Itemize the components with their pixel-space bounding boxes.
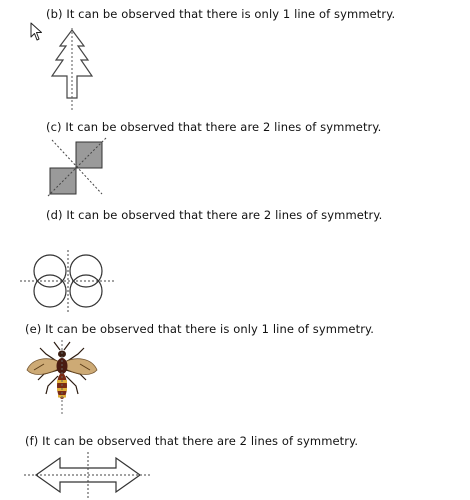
two-squares-figure (44, 136, 110, 198)
mouse-pointer-icon (30, 22, 44, 42)
caption-b: (b) It can be observed that there is only 1 line of symmetry. (46, 7, 396, 21)
double-arrow-figure (24, 452, 152, 498)
insect-figure (24, 340, 100, 414)
tree-figure (44, 28, 100, 112)
four-circles-figure (20, 250, 116, 312)
caption-d: (d) It can be observed that there are 2 lines of symmetry. (46, 208, 383, 222)
caption-c: (c) It can be observed that there are 2 lines of symmetry. (46, 120, 382, 134)
caption-f: (f) It can be observed that there are 2 lines of symmetry. (25, 434, 359, 448)
caption-e: (e) It can be observed that there is only 1 line of symmetry. (25, 322, 375, 336)
